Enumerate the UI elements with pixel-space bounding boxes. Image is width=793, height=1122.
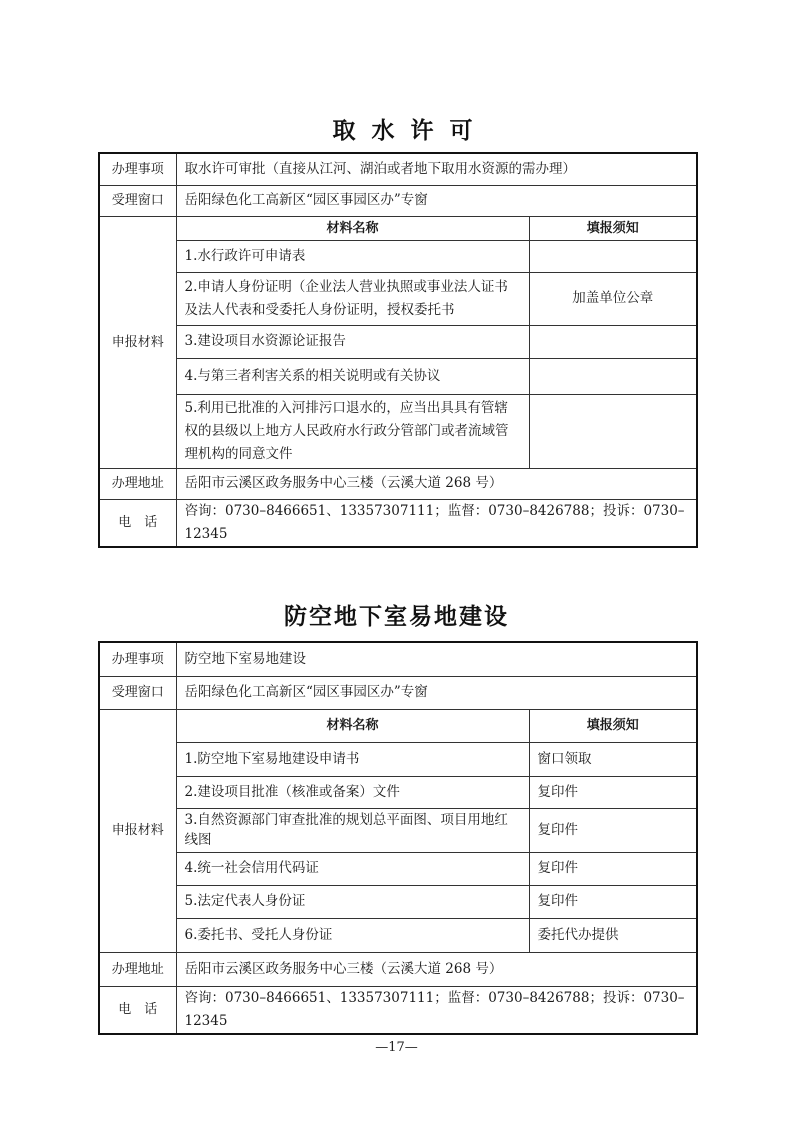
material-row [99,394,697,468]
material-name: 3.建设项目水资源论证报告 [176,325,529,358]
material-note [529,358,697,394]
materials-header-row [99,216,697,240]
item-row [99,642,697,676]
material-note [529,240,697,272]
material-name: 1.水行政许可申请表 [176,240,529,272]
window-row [99,676,697,709]
material-row [99,240,697,272]
materials-header-name: 材料名称 [176,709,529,742]
window-row [99,185,697,216]
materials-header-name: 材料名称 [176,216,529,240]
window-label: 受理窗口 [99,676,176,709]
section-title-air-defense: 防空地下室易地建设 [284,603,509,630]
water-permit-table [98,152,698,548]
material-note: 复印件 [529,808,697,852]
address-label: 办理地址 [99,952,176,986]
material-name: 4.与第三者利害关系的相关说明或有关协议 [176,358,529,394]
materials-header-note: 填报须知 [529,709,697,742]
material-note: 加盖单位公章 [529,272,697,325]
material-name: 4.统一社会信用代码证 [176,852,529,885]
item-label: 办理事项 [99,153,176,185]
address-row [99,952,697,986]
material-row [99,918,697,952]
phone-label: 电 话 [99,986,176,1034]
material-name: 5.法定代表人身份证 [176,885,529,918]
material-name: 6.委托书、受托人身份证 [176,918,529,952]
materials-label: 申报材料 [99,216,176,468]
phone-label: 电 话 [99,499,176,547]
material-note [529,325,697,358]
materials-header-note: 填报须知 [529,216,697,240]
address-row [99,468,697,499]
window-label: 受理窗口 [99,185,176,216]
phone-value: 咨询：0730–8466651、13357307111；监督：0730–8426788；投诉：0730–12345 [176,986,697,1034]
item-row [99,153,697,185]
address-value: 岳阳市云溪区政务服务中心三楼（云溪大道 268 号） [176,468,697,499]
item-value: 取水许可审批（直接从江河、湖泊或者地下取用水资源的需办理） [176,153,697,185]
air-defense-table [98,641,698,1035]
phone-row [99,499,697,547]
material-row [99,742,697,776]
material-row [99,358,697,394]
material-note: 复印件 [529,852,697,885]
item-value: 防空地下室易地建设 [176,642,697,676]
material-row [99,885,697,918]
material-name: 3.自然资源部门审查批准的规划总平面图、项目用地红线图 [176,808,529,852]
materials-header-row [99,709,697,742]
material-row [99,272,697,325]
material-name: 1.防空地下室易地建设申请书 [176,742,529,776]
material-note: 委托代办提供 [529,918,697,952]
material-name: 5.利用已批准的入河排污口退水的，应当出具具有管辖权的县级以上地方人民政府水行政分管部门或者流域管理机构的同意文件 [176,394,529,468]
page-number: —17— [375,1040,418,1055]
material-row [99,325,697,358]
item-label: 办理事项 [99,642,176,676]
phone-row [99,986,697,1034]
material-note: 复印件 [529,776,697,808]
address-label: 办理地址 [99,468,176,499]
material-name: 2.建设项目批准（核准或备案）文件 [176,776,529,808]
window-value: 岳阳绿色化工高新区“园区事园区办”专窗 [176,185,697,216]
address-value: 岳阳市云溪区政务服务中心三楼（云溪大道 268 号） [176,952,697,986]
material-note: 复印件 [529,885,697,918]
section-title-water-permit: 取水许可 [332,117,489,144]
material-row [99,852,697,885]
phone-value: 咨询：0730–8466651、13357307111；监督：0730–8426788；投诉：0730–12345 [176,499,697,547]
material-note: 窗口领取 [529,742,697,776]
material-row [99,776,697,808]
window-value: 岳阳绿色化工高新区“园区事园区办”专窗 [176,676,697,709]
material-name: 2.申请人身份证明（企业法人营业执照或事业法人证书及法人代表和受委托人身份证明，授权委托书 [176,272,529,325]
material-note [529,394,697,468]
material-row [99,808,697,852]
materials-label: 申报材料 [99,709,176,952]
